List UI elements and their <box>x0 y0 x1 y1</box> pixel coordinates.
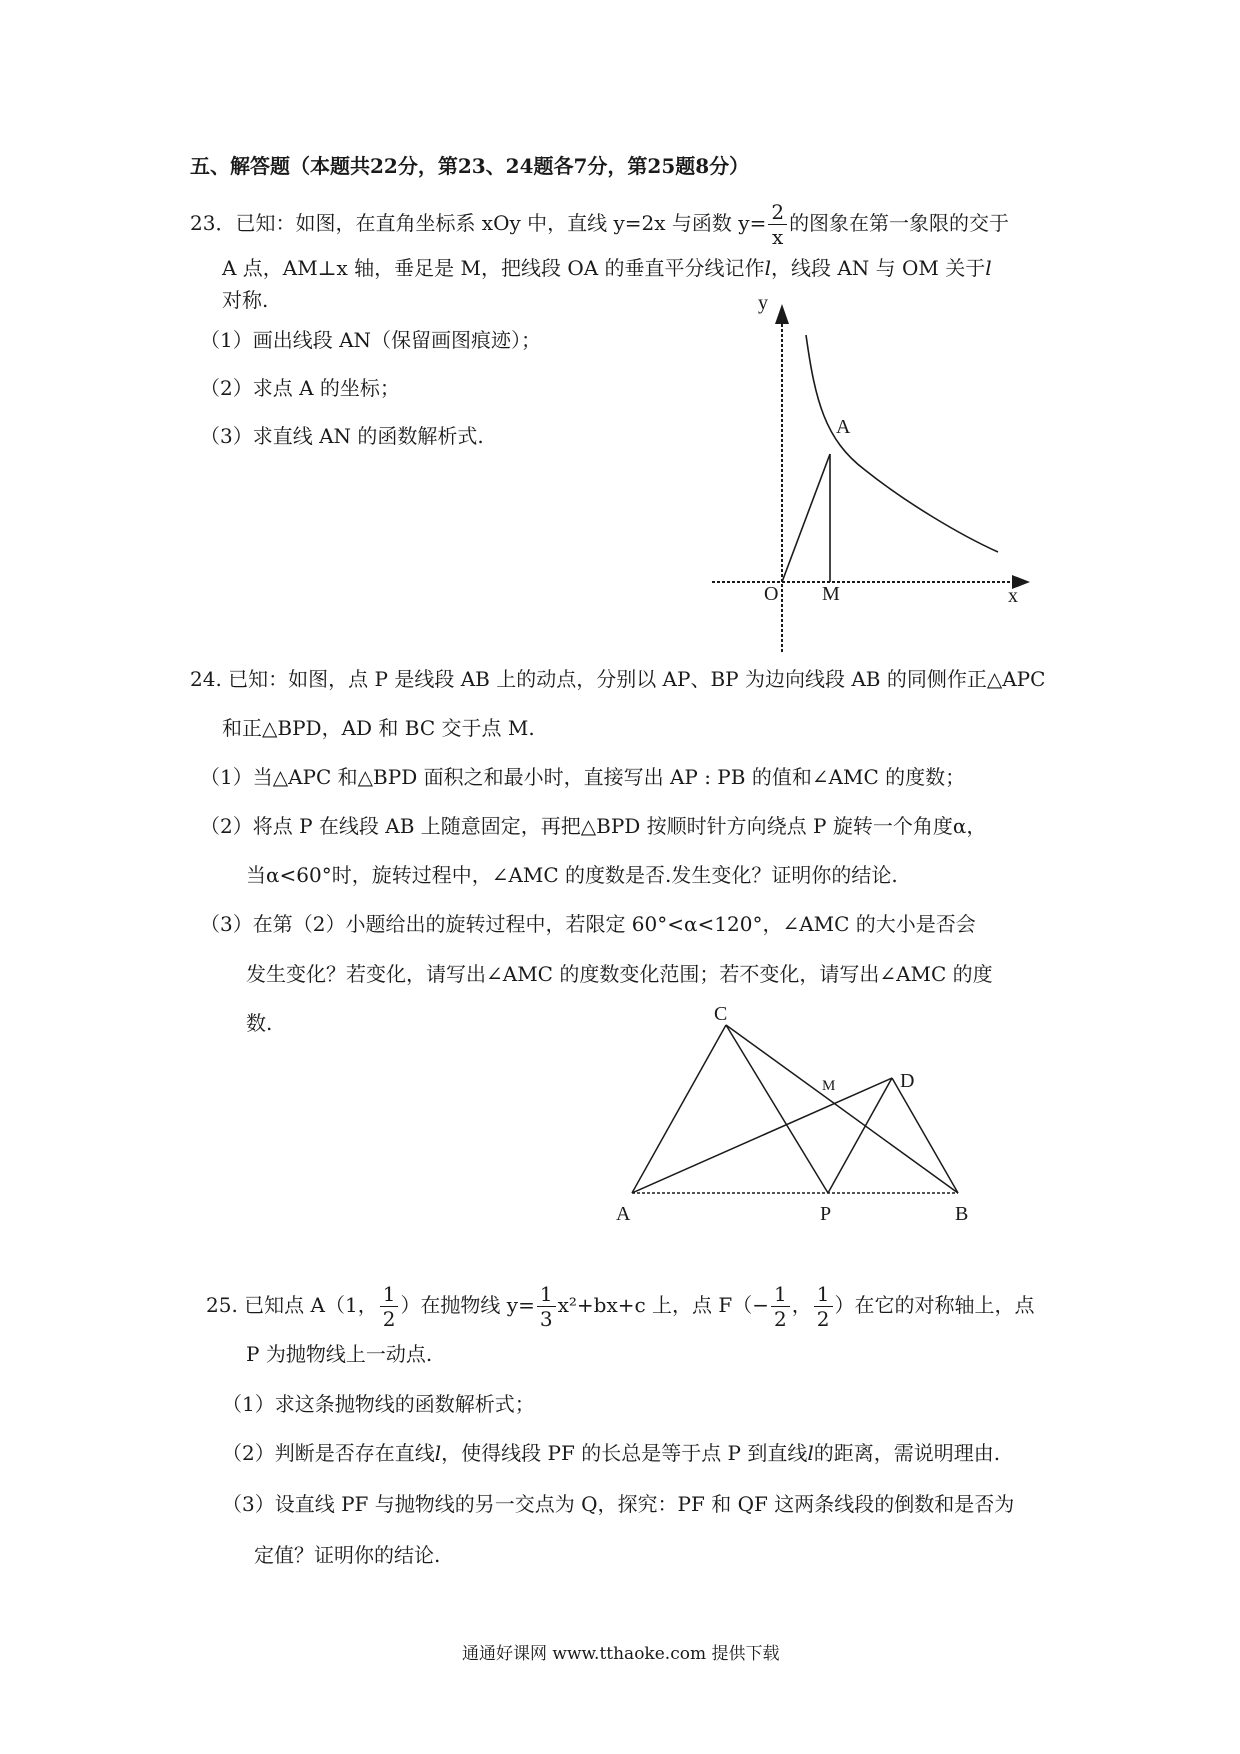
label-m: M <box>822 583 840 605</box>
q23-stem-line3: 对称. <box>222 288 269 312</box>
q25-frac-4-den: 2 <box>816 1307 830 1331</box>
q24-sub3c: 数. <box>246 1011 273 1035</box>
q23-stem-a: 23．已知：如图，在直角坐标系 xOy 中，直线 y=2x 与函数 y= <box>190 211 767 235</box>
q23-frac-den: x <box>772 225 784 249</box>
q25-sub3b: 定值？证明你的结论. <box>254 1543 441 1567</box>
q25-stem-line1 <box>206 1282 1035 1331</box>
q25-sub2 <box>222 1439 1000 1467</box>
q24-sub1: （1）当△APC 和△BPD 面积之和最小时，直接写出 AP : PB 的值和∠AMC 的度数； <box>200 765 966 789</box>
q25-frac-2-num: 1 <box>537 1282 556 1307</box>
q25-frac-4-num: 1 <box>814 1282 833 1307</box>
q25-frac-3 <box>771 1282 790 1331</box>
q24-stem-line1: 24. 已知：如图，点 P 是线段 AB 上的动点，分别以 AP、BP 为边向线段 AB 的同侧作正△APC <box>190 667 1046 691</box>
q25-b: ）在抛物线 y= <box>400 1293 535 1317</box>
q25-stem-line2: P 为抛物线上一动点. <box>246 1342 433 1366</box>
label-m: M <box>822 1078 836 1094</box>
q25-sub2b: ，使得线段 PF 的长总是等于点 P 到直线 <box>441 1441 808 1465</box>
label-x: x <box>1008 585 1018 607</box>
q24-sub3a: （3）在第（2）小题给出的旋转过程中，若限定 60°<α<120°，∠AMC 的大小是否会 <box>200 912 976 936</box>
q25-frac-1-num: 1 <box>380 1282 399 1307</box>
segment-cp <box>726 1025 828 1193</box>
segment-db <box>892 1078 958 1193</box>
q24-sub3b: 发生变化？若变化，请写出∠AMC 的度数变化范围；若不变化，请写出∠AMC 的度 <box>246 962 993 986</box>
q23-sub2: （2）求点 A 的坐标； <box>200 376 400 400</box>
q25-frac-4 <box>814 1282 833 1331</box>
q25-sub1: （1）求这条抛物线的函数解析式； <box>222 1392 535 1416</box>
q25-a: 25. 已知点 A（1， <box>206 1293 378 1317</box>
label-a: A <box>616 1203 631 1225</box>
q23-line2-a: A 点，AM⊥x 轴，垂足是 M，把线段 OA 的垂直平分线记作 <box>222 256 765 280</box>
q25-sub2a: （2）判断是否存在直线 <box>222 1441 435 1465</box>
q25-frac-3-num: 1 <box>771 1282 790 1307</box>
segment-ac <box>632 1025 726 1193</box>
label-b: B <box>955 1203 969 1225</box>
q23-stem-b: 的图象在第一象限的交于 <box>789 211 1010 235</box>
q25-frac-2 <box>537 1282 556 1331</box>
q23-line2-b: ，线段 AN 与 OM 关于 <box>770 256 986 280</box>
q25-sub2c: 的距离，需说明理由. <box>813 1441 1001 1465</box>
label-y: y <box>758 292 768 314</box>
q23-line2-l: l <box>764 256 771 280</box>
q25-sub2-l2: l <box>807 1441 814 1465</box>
q25-e: ）在它的对称轴上，点 <box>834 1293 1035 1317</box>
section-header: 五、解答题（本题共22分，第23、24题各7分，第25题8分） <box>190 154 750 178</box>
q23-sub3: （3）求直线 AN 的函数解析式. <box>200 424 484 448</box>
q25-d: ， <box>791 1293 812 1317</box>
q25-frac-1 <box>380 1282 399 1331</box>
q25-frac-2-den: 3 <box>539 1307 553 1331</box>
label-d: D <box>900 1070 915 1092</box>
q25-frac-3-den: 2 <box>774 1307 787 1331</box>
q23-line2-l2: l <box>985 256 992 280</box>
label-a: A <box>836 416 851 438</box>
q25-frac-1-den: 2 <box>382 1307 396 1331</box>
q25-c: x²+bx+c 上，点 F（− <box>557 1293 770 1317</box>
page-footer: 通通好课网 www.tthaoke.com 提供下载 <box>462 1644 780 1664</box>
q24-sub2b: 当α<60°时，旋转过程中，∠AMC 的度数是否.发生变化？证明你的结论. <box>246 863 898 887</box>
q25-sub2-l: l <box>434 1441 442 1465</box>
label-o: O <box>764 583 779 605</box>
segment-pd <box>828 1078 892 1193</box>
q23-frac-num: 2 <box>768 200 787 225</box>
segment-ad <box>632 1078 892 1193</box>
q24-sub2a: （2）将点 P 在线段 AB 上随意固定，再把△BPD 按顺时针方向绕点 P 旋转一个角度α， <box>200 814 987 838</box>
label-c: C <box>714 1003 728 1025</box>
q25-sub3a: （3）设直线 PF 与抛物线的另一交点为 Q，探究：PF 和 QF 这两条线段的倒数和是否为 <box>222 1492 1015 1516</box>
q23-sub1: （1）画出线段 AN（保留画图痕迹）； <box>200 328 542 352</box>
q24-stem-line2: 和正△BPD，AD 和 BC 交于点 M. <box>222 716 535 740</box>
label-p: P <box>820 1203 832 1225</box>
